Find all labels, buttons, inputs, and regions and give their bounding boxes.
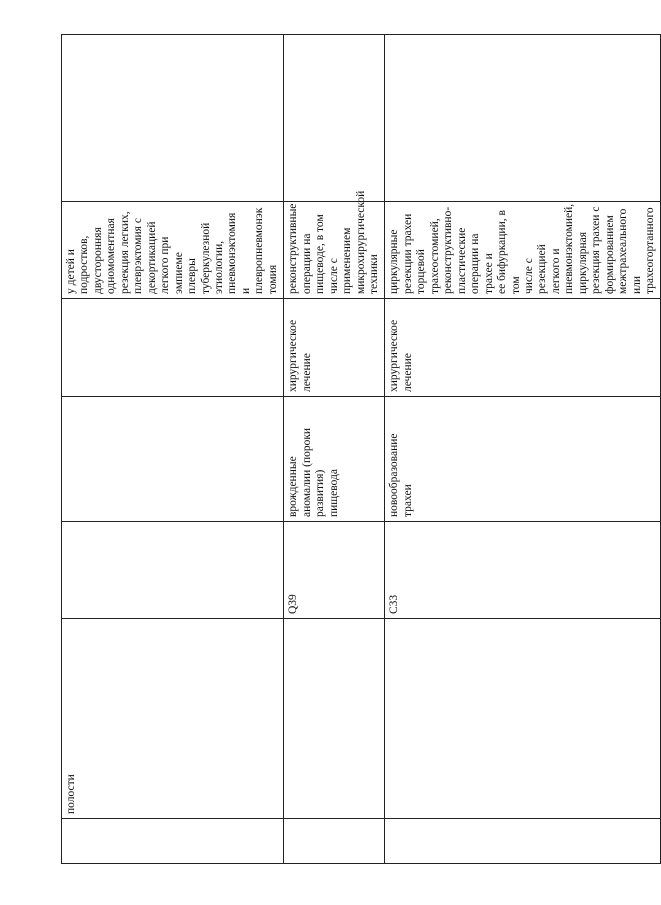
cell-section [385, 619, 661, 819]
cell-cost [385, 35, 661, 202]
cell-text-line: ее бифуркации, в том [496, 210, 522, 294]
cell-cost [284, 35, 385, 202]
cell-method [62, 202, 284, 299]
cell-method [385, 202, 661, 299]
cell-text-line: плевропневмонэк [253, 207, 266, 294]
cell-text-line: операции на трахее и [469, 233, 495, 294]
cell-text-line: трахеогортанного [644, 207, 657, 294]
cell-text-line: трахеостомией, [428, 218, 441, 294]
cell-text-line: развития) [314, 469, 327, 517]
cell-section [62, 619, 284, 819]
cell-text-line: Q39 [287, 594, 300, 614]
cell-text-line: декортикацией [145, 221, 158, 294]
cell-text-line: хирургическое [287, 319, 300, 392]
cell-text-line: операции на [300, 233, 313, 294]
cell-text-line: пневмонэктомией, [563, 203, 576, 294]
rotated-page [61, 35, 657, 864]
cell-text-line: новообразование [388, 433, 401, 517]
cell-text-line: аномалии (пороки [300, 427, 313, 517]
table-row [284, 35, 385, 864]
cell-text-line: реконструктивные [287, 203, 300, 294]
cell-text-line: торцевой [415, 249, 428, 294]
cell-text-line: хирургическое [388, 319, 401, 392]
cell-diagnosis [284, 397, 385, 522]
cell-treatment-type [62, 299, 284, 397]
cell-index [62, 819, 284, 864]
cell-text-line: одномоментная [105, 218, 118, 294]
cell-text-line: этиологии, [212, 240, 225, 294]
cell-text-line: полости [65, 774, 77, 814]
cell-text-line: C33 [388, 594, 401, 614]
cell-text-line: пластические [455, 227, 468, 294]
cell-diagnosis [385, 397, 661, 522]
cell-text-line: микрохирургической [354, 190, 367, 294]
cell-text-line: резекции трахеи [401, 213, 414, 294]
cell-text-line: числе с резекцией [522, 244, 549, 294]
cell-cost [62, 35, 284, 202]
procedures-table [61, 34, 661, 864]
cell-text-line: пневмонэктомия и [226, 212, 252, 294]
cell-text-line: томия [266, 264, 279, 294]
cell-text-line: у детей и [65, 249, 77, 294]
cell-text-line: формированием [603, 215, 616, 294]
table-body [62, 35, 661, 864]
cell-text-line: плевры [186, 258, 199, 294]
cell-index [385, 819, 661, 864]
cell-text-line: резекция легких, [118, 211, 131, 294]
cell-text-line: техники [367, 254, 380, 294]
cell-text-line: числе с применением [327, 227, 354, 294]
cell-text-line: пищеводе, в том [314, 214, 327, 294]
cell-text-line: пищевода [327, 469, 340, 517]
cell-text-line: или [630, 275, 643, 294]
cell-treatment-type [385, 299, 661, 397]
cell-index [284, 819, 385, 864]
cell-text-line: реконструктивно- [442, 206, 455, 294]
cell-text-line: циркулярные [388, 229, 401, 294]
cell-text-line: лечение [300, 353, 313, 392]
cell-text-line: двусторонняя [91, 227, 104, 294]
cell-text-line: межтрахеального [617, 208, 630, 294]
cell-text-line: легкого при эмпиеме [159, 236, 185, 294]
cell-icd-code [62, 522, 284, 619]
table-row [62, 35, 284, 864]
cell-text-line: резекция трахеи с [590, 206, 603, 294]
cell-text-line: трахеи [401, 484, 414, 517]
cell-diagnosis [62, 397, 284, 522]
table-row [385, 35, 661, 864]
cell-icd-code [284, 522, 385, 619]
cell-text-line: лечение [401, 353, 414, 392]
cell-text-line: циркулярная [576, 231, 589, 294]
cell-text-line: врожденные [287, 456, 300, 517]
cell-text-line: плеврэктомия с [132, 218, 145, 294]
cell-treatment-type [284, 299, 385, 397]
cell-text-line: легкого и [549, 248, 562, 294]
cell-method [284, 190, 385, 299]
cell-text-line: туберкулезной [199, 222, 212, 294]
cell-text-line: подростков, [78, 235, 91, 294]
cell-section [284, 619, 385, 819]
cell-icd-code [385, 522, 661, 619]
